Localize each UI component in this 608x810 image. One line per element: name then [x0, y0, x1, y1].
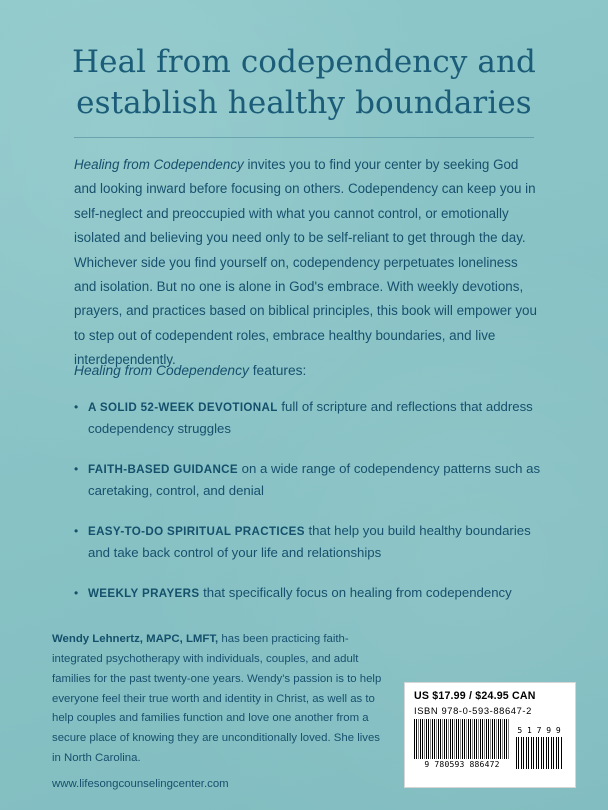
author-bio-text: has been practicing faith-integrated psychotherapy with individuals, couples, and adult families for the past twenty-one years. Wendy's passion is to help everyone feel their true worth and identity in Christ, as well as to help couples and families function and love one another from a secure place of knowing they are unconditionally loved. She lives in North Carolina.: [52, 633, 382, 765]
feature-lead: WEEKLY PRAYERS: [88, 587, 200, 601]
page-title: [0, 42, 608, 124]
addon-bars-icon: [516, 737, 562, 769]
bullet-icon: •: [74, 586, 79, 601]
divider: [74, 137, 534, 138]
price-addon-barcode: [516, 726, 562, 769]
ean-barcode: [414, 719, 510, 769]
barcode-group: [414, 719, 566, 769]
feature-text: [88, 458, 548, 501]
list-item: [74, 582, 548, 604]
feature-rest: on a wide range of codependency patterns such as caretaking, control, and denial: [88, 461, 541, 498]
feature-lead: EASY-TO-DO SPIRITUAL PRACTICES: [88, 525, 305, 539]
feature-text: [88, 520, 548, 563]
feature-rest: that help you build healthy boundaries and take back control of your life and relationships: [88, 523, 531, 561]
description-paragraph: Healing from Codependency invites you to find your center by seeking God and looking inward before focusing on others. Codependency can keep you in self-neglect and preoccupied with what you cannot control, or emotionally isolated and believing you need only to be self-reliant to get through the day. Whichever side you find yourself on, codependency perpetuates loneliness and isolation. But no one is alone in God's embrace. With weekly devotions, prayers, and practices based on biblical principles, this book will empower you to step out of codependent roles, embrace healthy boundaries, and live interdependently.: [74, 157, 537, 368]
bullet-icon: •: [74, 400, 79, 414]
bullet-icon: •: [74, 524, 79, 539]
feature-lead: A SOLID 52-WEEK DEVOTIONAL: [88, 401, 278, 414]
feature-text: [88, 582, 548, 604]
author-bio: [52, 630, 382, 795]
author-name: Wendy Lehnertz, MAPC, LMFT,: [52, 633, 219, 645]
author-website[interactable]: www.lifesongcounselingcenter.com: [52, 777, 229, 790]
feature-rest: that specifically focus on healing from codependency: [199, 585, 512, 601]
features-list: [74, 396, 548, 623]
feature-text: [88, 396, 548, 439]
headline-line-2: establish healthy boundaries: [76, 85, 532, 122]
barcode-bars-icon: [414, 719, 510, 759]
feature-lead: FAITH-BASED GUIDANCE: [88, 463, 238, 477]
barcode-panel: [404, 682, 576, 788]
feature-rest: full of scripture and reflections that address codependency struggles: [88, 399, 533, 436]
price-label: US $17.99 / $24.95 CAN: [414, 690, 536, 702]
headline-line-1: Heal from codependency and: [72, 44, 536, 80]
features-heading: Healing from Codependency features:: [74, 363, 307, 378]
ean-digits: 9 780593 886472: [424, 760, 500, 769]
bullet-icon: •: [74, 462, 79, 477]
addon-digits: 5 1 7 9 9: [517, 726, 561, 735]
list-item: [74, 520, 548, 563]
isbn-label: ISBN 978-0-593-88647-2: [414, 705, 532, 716]
list-item: [74, 458, 548, 501]
list-item: [74, 396, 548, 439]
